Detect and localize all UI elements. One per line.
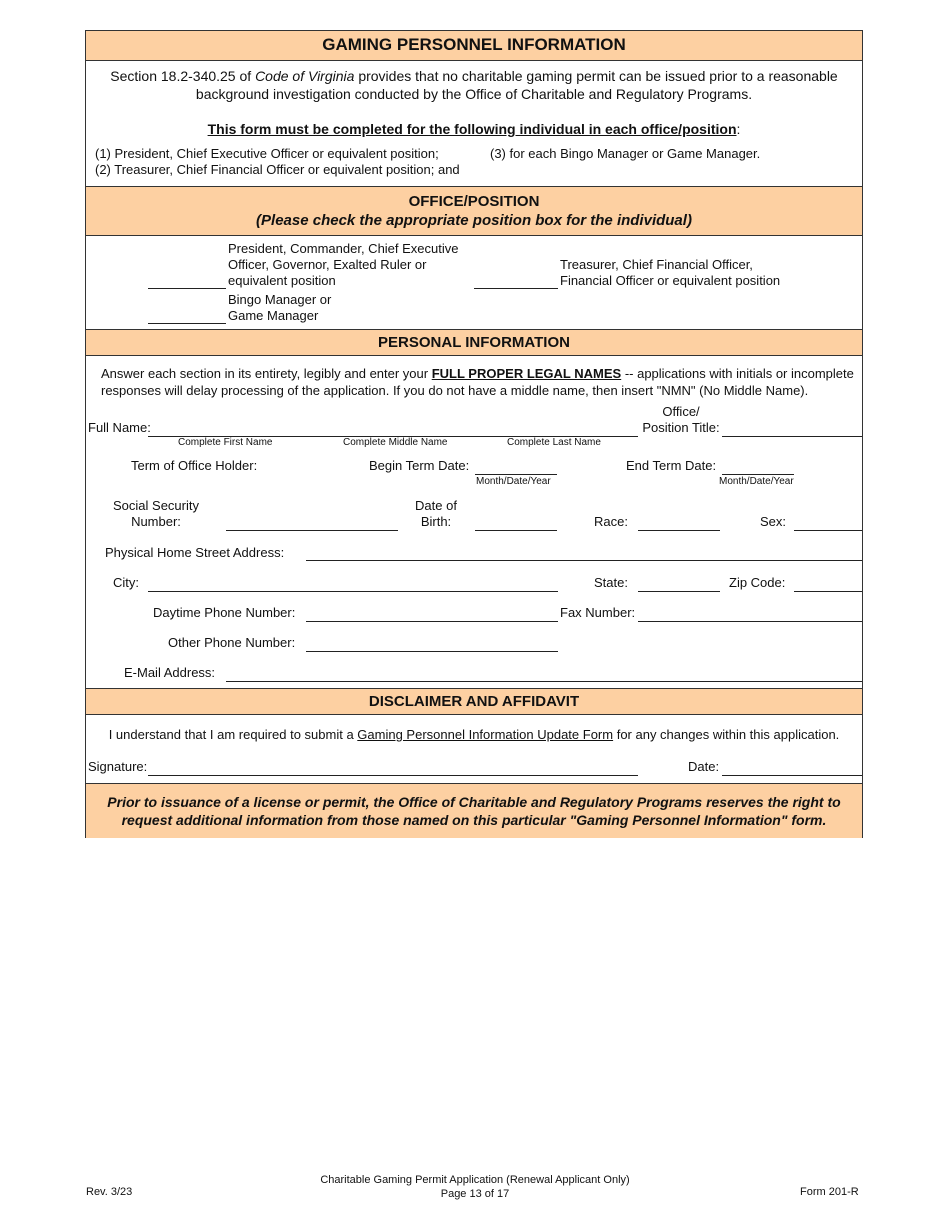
email-label: E-Mail Address:: [124, 665, 216, 680]
office-position-header: [86, 186, 862, 236]
treasurer-position-label: [560, 257, 780, 289]
middle-name-caption: Complete Middle Name: [343, 437, 448, 448]
signature-label: Signature:: [88, 759, 148, 774]
fax-field[interactable]: [638, 621, 862, 622]
president-label-l2: Officer, Governor, Exalted Ruler or: [228, 257, 427, 272]
end-term-caption: Month/Date/Year: [719, 476, 794, 487]
position-item-1: (1) President, Chief Executive Officer or equivalent position;: [95, 146, 439, 161]
dob-label-l1: Date of: [415, 498, 457, 513]
end-term-label: End Term Date:: [626, 458, 717, 473]
disclaimer-text-post: for any changes within this application.: [613, 727, 840, 742]
president-checkbox-line[interactable]: [148, 288, 226, 289]
must-complete-text: This form must be completed for the following individual in each office/position: [207, 121, 737, 137]
footer-app-title: Charitable Gaming Permit Application (Renewal Applicant Only): [320, 1174, 630, 1186]
dob-field[interactable]: [475, 530, 557, 531]
office-position-title: OFFICE/POSITION: [408, 193, 540, 210]
form-title-text: GAMING PERSONNEL INFORMATION: [322, 35, 626, 54]
position-item-3: (3) for each Bingo Manager or Game Manager.: [490, 146, 761, 161]
date-label: Date:: [688, 759, 720, 774]
bingo-position-label: [228, 292, 331, 324]
ssn-field[interactable]: [226, 530, 398, 531]
sex-field[interactable]: [794, 530, 862, 531]
bingo-label-l2: Game Manager: [228, 308, 319, 323]
intro-line2: background investigation conducted by the Office of Charitable and Regulatory Programs.: [195, 86, 753, 102]
bingo-label-l1: Bingo Manager or: [228, 292, 332, 307]
address-label: Physical Home Street Address:: [105, 545, 285, 560]
fax-label: Fax Number:: [560, 605, 636, 620]
president-label-l1: President, Commander, Chief Executive: [228, 241, 459, 256]
dob-label: [406, 498, 466, 530]
personal-information-header: [86, 329, 862, 356]
update-form-link[interactable]: Gaming Personnel Information Update Form: [357, 727, 614, 742]
disclaimer-text: [86, 727, 862, 742]
instructions-line2: responses will delay processing of the application. If you do not have a middle name, then insert "NMN" (No Middle Name).: [101, 383, 809, 398]
zip-field[interactable]: [794, 591, 862, 592]
disclaimer-notice: [86, 783, 862, 838]
footer-form-number: Form 201-R: [800, 1186, 859, 1198]
treasurer-label-l1: Treasurer, Chief Financial Officer,: [560, 257, 753, 272]
state-field[interactable]: [638, 591, 720, 592]
begin-term-field[interactable]: [475, 474, 557, 475]
form-title: [86, 31, 862, 61]
intro-paragraph: [86, 67, 862, 103]
office-title-label: [641, 404, 721, 436]
office-title-field[interactable]: [722, 436, 862, 437]
treasurer-checkbox-line[interactable]: [474, 288, 558, 289]
state-label: State:: [594, 575, 628, 590]
treasurer-label-l2: Financial Officer or equivalent position: [560, 273, 781, 288]
intro-pre: Section 18.2-340.25 of: [110, 68, 256, 84]
office-title-l2: Position Title:: [642, 420, 720, 435]
full-proper-legal-names: FULL PROPER LEGAL NAMES: [431, 366, 622, 381]
personal-information-title: PERSONAL INFORMATION: [378, 334, 570, 351]
sex-label: Sex:: [760, 514, 787, 529]
instructions-post: -- applications with initials or incomplete: [621, 366, 854, 381]
ssn-label: [106, 498, 206, 530]
daytime-phone-field[interactable]: [306, 621, 558, 622]
begin-term-label: Begin Term Date:: [369, 458, 470, 473]
other-phone-label: Other Phone Number:: [168, 635, 296, 650]
president-position-label: [228, 241, 459, 289]
code-of-virginia: Code of Virginia: [255, 68, 355, 84]
must-complete-notice: [86, 121, 862, 137]
office-title-l1: Office/: [662, 404, 700, 419]
zip-label: Zip Code:: [729, 575, 786, 590]
date-field[interactable]: [722, 775, 862, 776]
other-phone-field[interactable]: [306, 651, 558, 652]
disclaimer-header: [86, 688, 862, 715]
disclaimer-text-pre: I understand that I am required to submit a: [108, 727, 358, 742]
race-label: Race:: [594, 514, 628, 529]
footer-revision: Rev. 3/23: [86, 1186, 133, 1198]
must-complete-colon: :: [736, 121, 741, 137]
personal-instructions: [101, 365, 854, 399]
first-name-caption: Complete First Name: [178, 437, 273, 448]
notice-line-2: request additional information from those named on this particular "Gaming Personnel Information" form.: [121, 812, 827, 828]
race-field[interactable]: [638, 530, 720, 531]
notice-line-1: Prior to issuance of a license or permit, the Office of Charitable and Regulatory Programs reserves the right to: [107, 794, 841, 810]
begin-term-caption: Month/Date/Year: [476, 476, 551, 487]
full-name-label: Full Name:: [88, 420, 151, 435]
address-field[interactable]: [306, 560, 862, 561]
footer-page-number: Page 13 of 17: [440, 1188, 510, 1200]
end-term-field[interactable]: [722, 474, 794, 475]
gaming-personnel-form: [85, 30, 863, 838]
instructions-pre: Answer each section in its entirety, legibly and enter your: [101, 366, 432, 381]
last-name-caption: Complete Last Name: [507, 437, 601, 448]
signature-field[interactable]: [148, 775, 638, 776]
dob-label-l2: Birth:: [420, 514, 452, 529]
president-label-l3: equivalent position: [228, 273, 336, 288]
intro-post: provides that no charitable gaming permit can be issued prior to a reasonable: [354, 68, 838, 84]
city-field[interactable]: [148, 591, 558, 592]
bingo-checkbox-line[interactable]: [148, 323, 226, 324]
city-label: City:: [113, 575, 139, 590]
footer-center: [275, 1173, 675, 1201]
daytime-phone-label: Daytime Phone Number:: [153, 605, 296, 620]
disclaimer-title: DISCLAIMER AND AFFIDAVIT: [368, 693, 580, 710]
email-field[interactable]: [226, 681, 862, 682]
ssn-label-l1: Social Security: [113, 498, 199, 513]
ssn-label-l2: Number:: [131, 514, 181, 529]
term-holder-label: Term of Office Holder:: [131, 458, 258, 473]
position-item-2: (2) Treasurer, Chief Financial Officer or equivalent position; and: [95, 162, 460, 177]
office-position-subtitle: (Please check the appropriate position box for the individual): [256, 212, 692, 229]
